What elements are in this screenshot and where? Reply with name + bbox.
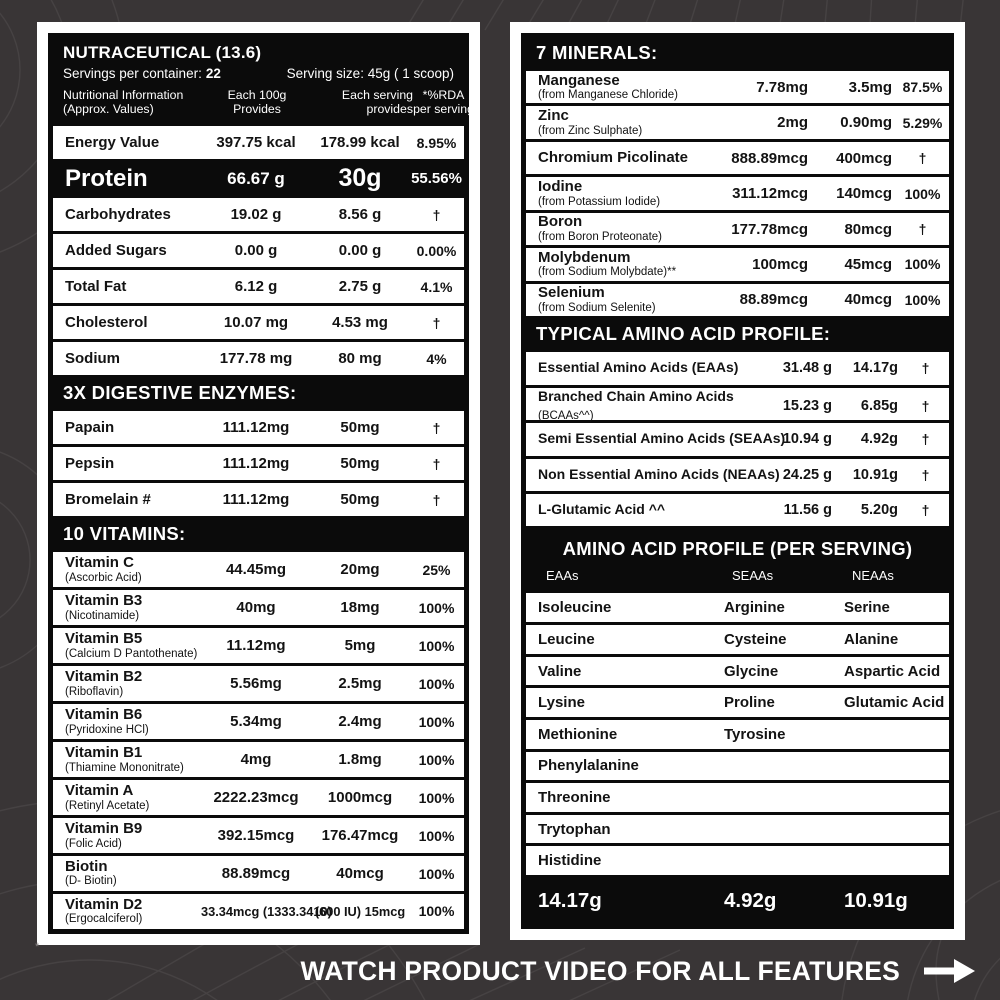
nutrient-name-main: Selenium (538, 284, 605, 302)
neaa-cell: Aspartic Acid (844, 662, 941, 680)
rda-value: 100% (418, 751, 455, 768)
table-row (526, 388, 949, 420)
per-100g-value: 4mg (240, 751, 272, 769)
col-header-nutritional-info: Nutritional Information (Approx. Values) (63, 88, 184, 117)
nutrient-name-main: Vitamin B1 (65, 744, 143, 762)
per-serving-value: 6.85g (860, 397, 898, 414)
per-100g-value: 15.23 g (782, 397, 832, 414)
per-serving-value: 40mcg (844, 291, 892, 309)
nutrient-name-sub: (from Boron Proteonate) (538, 230, 663, 243)
nutrient-name-main: Sodium (65, 349, 120, 367)
nutrient-name-main: Carbohydrates (65, 205, 171, 223)
per-100g-value: 10.94 g (782, 431, 832, 448)
per-100g-value: 392.15mcg (217, 827, 295, 845)
per-serving-value: 40mcg (336, 865, 384, 883)
nutrient-name-main: Pepsin (65, 454, 115, 472)
per-100g-value: 111.12mg (222, 491, 290, 509)
table-row (53, 126, 464, 159)
per-serving-value: 3.5mg (848, 78, 892, 96)
seaa-cell: Arginine (724, 599, 785, 617)
nutrient-name-main: Protein (65, 164, 148, 192)
per-100g-value: 33.34mcg (1333.3410) (201, 903, 332, 919)
nutrient-name-main: Added Sugars (65, 241, 167, 259)
watch-product-video-banner[interactable] (0, 942, 1000, 1000)
nutrient-name (53, 166, 201, 192)
rda-value: † (918, 150, 927, 167)
table-row (53, 818, 464, 853)
rda-value: † (432, 419, 441, 436)
serving-info-line (63, 66, 454, 81)
rda-value: 100% (418, 789, 455, 806)
nutrient-name-main: Vitamin D2 (65, 895, 143, 913)
table-row (53, 742, 464, 777)
nutrient-name-main: Manganese (538, 71, 620, 89)
amino-group-name (526, 465, 780, 484)
per-100g-value: 2mg (777, 114, 808, 132)
amino-group-name-main: Branched Chain Amino Acids (538, 387, 734, 404)
section-header-amino-profile: TYPICAL AMINO ACID PROFILE: (526, 319, 949, 349)
nutrient-name (53, 279, 201, 296)
per-100g-value: 44.45mg (225, 561, 287, 579)
nutrient-name-sub: (from Sodium Selenite) (538, 301, 656, 314)
nutrient-name (53, 707, 201, 736)
nutrient-name (53, 897, 201, 926)
nutrient-name (53, 315, 201, 332)
nutrient-name-main: Vitamin B9 (65, 820, 143, 838)
per-serving-value: 2.75 g (338, 278, 382, 296)
amino-group-name-main: Semi Essential Amino Acids (SEAAs) (538, 430, 786, 447)
amino-group-name-abbrev: (BCAAs^^) (538, 409, 594, 422)
per-serving-value: 0.00 g (338, 242, 382, 260)
amino-per-serving-title: AMINO ACID PROFILE (PER SERVING) (562, 538, 913, 560)
nutrient-name-main: Vitamin B5 (65, 630, 143, 648)
nutrition-panel-header (53, 38, 474, 123)
nutrient-name-sub: (Riboflavin) (65, 685, 124, 698)
table-row (53, 666, 464, 701)
per-100g-value: 66.67 g (227, 168, 285, 188)
rda-value: 100% (418, 903, 455, 920)
table-row (526, 106, 949, 138)
per-serving-value: 50mg (340, 419, 380, 437)
table-row (526, 783, 949, 812)
nutrient-name-main: Biotin (65, 857, 108, 875)
per-100g-value: 2222.23mcg (213, 789, 299, 807)
per-100g-value: 40mg (236, 599, 276, 617)
nutrient-name (526, 250, 710, 279)
rda-value: 5.29% (902, 114, 943, 131)
rda-value: 4% (426, 350, 447, 367)
nutrient-name-main: Vitamin A (65, 782, 134, 800)
per-serving-value: 2.4mg (338, 713, 382, 731)
amino-group-name-main: L-Glutamic Acid ^^ (538, 501, 666, 518)
amino-group-name-main: Essential Amino Acids (EAAs) (538, 359, 739, 376)
nutrient-name (53, 783, 201, 812)
per-100g-value: 88.89mcg (221, 865, 291, 883)
eaa-cell: Leucine (538, 630, 595, 648)
table-row (526, 846, 949, 875)
minerals-amino-panel (510, 22, 965, 940)
per-serving-value: 4.92g (860, 431, 898, 448)
amino-per-serving-header (526, 529, 949, 590)
nutrient-name (53, 555, 201, 584)
nutrient-name (526, 73, 710, 102)
table-row (526, 213, 949, 245)
per-serving-value: 5.20g (860, 502, 898, 519)
nutrient-name-sub: (D- Biotin) (65, 875, 117, 888)
table-row (53, 780, 464, 815)
table-row (53, 234, 464, 267)
per-100g-value: 111.12mg (222, 419, 290, 437)
nutrient-name-main: Iodine (538, 178, 583, 196)
nutrient-name-main: Vitamin B2 (65, 668, 143, 686)
nutrient-name-main: Energy Value (65, 133, 160, 151)
nutrient-name-sub: (Thiamine Mononitrate) (65, 761, 184, 774)
rda-value: † (432, 206, 441, 223)
servings-per-container: Servings per container: 22 (63, 66, 221, 81)
per-100g-value: 111.12mg (222, 455, 290, 473)
nutrient-name (53, 420, 201, 437)
per-serving-value: 178.99 kcal (320, 134, 400, 152)
nutrient-name-sub: (from Potassium Iodide) (538, 195, 661, 208)
nutrient-name-main: Papain (65, 418, 115, 436)
table-row (53, 894, 464, 929)
table-row (526, 423, 949, 455)
eaa-cell: Methionine (538, 725, 618, 743)
per-100g-value: 5.56mg (230, 675, 282, 693)
per-serving-value: 14.17g (852, 360, 898, 377)
table-row (53, 306, 464, 339)
table-row (526, 625, 949, 654)
banner-text: WATCH PRODUCT VIDEO FOR ALL FEATURES (300, 955, 900, 986)
table-row (526, 752, 949, 781)
minerals-amino-table (521, 33, 954, 929)
table-row (526, 71, 949, 103)
nutrient-name-sub: (from Zinc Sulphate) (538, 124, 643, 137)
per-serving-value: 400mcg (836, 149, 892, 167)
rda-value: † (918, 221, 927, 238)
seaas-total: 4.92g (724, 889, 777, 913)
nutrient-name (53, 669, 201, 698)
neaas-total: 10.91g (844, 889, 908, 913)
eaa-cell: Isoleucine (538, 599, 612, 617)
nutrient-name-sub: (Calcium D Pantothenate) (65, 647, 198, 660)
per-100g-value: 5.34mg (230, 713, 282, 731)
per-serving-value: 18mg (340, 599, 380, 617)
nutrient-name-sub: (Ergocalciferol) (65, 913, 143, 926)
per-serving-value: 176.47mcg (321, 827, 399, 845)
nutrient-name (53, 821, 201, 850)
eaa-cell: Lysine (538, 694, 585, 712)
nutrient-name (53, 207, 201, 224)
table-row (526, 688, 949, 717)
per-serving-value: 8.56 g (338, 206, 382, 224)
eaa-cell: Valine (538, 662, 582, 680)
col-label-neaas: NEAAs (852, 568, 894, 584)
column-headers (63, 88, 474, 117)
per-serving-value: 80 mg (338, 350, 382, 368)
seaa-cell: Glycine (724, 662, 779, 680)
per-serving-value: 20mg (340, 561, 380, 579)
per-serving-value: 50mg (340, 491, 380, 509)
nutrient-name (53, 631, 201, 660)
eaa-cell: Histidine (538, 852, 602, 870)
table-row (53, 552, 464, 587)
col-header-each-100g: Each 100g Provides (227, 88, 287, 117)
table-row (53, 411, 464, 444)
per-serving-value: 2.5mg (338, 675, 382, 693)
table-row (53, 628, 464, 663)
rda-value: 25% (422, 561, 451, 578)
per-100g-value: 177.78 mg (219, 350, 293, 368)
rda-value: † (432, 314, 441, 331)
eaas-total: 14.17g (538, 889, 602, 913)
neaa-cell: Alanine (844, 630, 899, 648)
per-100g-value: 19.02 g (230, 206, 282, 224)
per-100g-value: 31.48 g (782, 360, 832, 377)
nutrition-table (48, 33, 474, 934)
per-100g-value: 7.78mg (756, 78, 808, 96)
table-row (526, 657, 949, 686)
table-row (526, 593, 949, 622)
nutrient-name (53, 859, 201, 888)
table-row (53, 162, 464, 195)
eaa-cell: Threonine (538, 789, 611, 806)
col-header-rda: *%RDA per serving (413, 88, 474, 117)
table-row (526, 459, 949, 491)
nutrient-name-main: Total Fat (65, 277, 127, 295)
per-serving-value: 30g (338, 164, 382, 193)
nutrient-name (53, 135, 201, 152)
table-row (53, 704, 464, 739)
nutrient-name-sub: (from Sodium Molybdate)** (538, 266, 677, 279)
table-row (526, 352, 949, 384)
nutrient-name (53, 593, 201, 622)
per-serving-value: 140mcg (836, 185, 892, 203)
serving-size: Serving size: 45g ( 1 scoop) (286, 66, 454, 81)
nutrient-name-main: Bromelain # (65, 490, 151, 508)
neaa-cell: Glutamic Acid (844, 694, 945, 712)
rda-value: 100% (418, 865, 455, 882)
per-serving-value: 50mg (340, 455, 380, 473)
table-row (53, 342, 464, 375)
col-label-seaas: SEAAs (732, 568, 774, 584)
amino-group-name (526, 359, 760, 377)
nutrient-name-main: Vitamin C (65, 554, 134, 572)
rda-value: † (432, 455, 441, 472)
neaa-cell: Serine (844, 599, 890, 617)
rda-value: † (921, 360, 930, 377)
nutrient-name-sub: (from Manganese Chloride) (538, 89, 678, 102)
amino-column-labels (534, 568, 941, 583)
nutrient-name-main: Molybdenum (538, 248, 631, 266)
per-serving-value: 1000mcg (327, 789, 393, 807)
per-100g-value: 100mcg (752, 255, 808, 273)
rda-value: 100% (418, 713, 455, 730)
per-100g-value: 88.89mcg (739, 291, 808, 309)
per-100g-value: 311.12mcg (732, 185, 808, 203)
rda-value: 87.5% (902, 79, 943, 96)
per-100g-value: 397.75 kcal (216, 134, 296, 152)
table-row (526, 720, 949, 749)
nutrient-name (526, 285, 710, 314)
seaa-cell: Proline (724, 694, 775, 712)
nutrient-name-main: Vitamin B3 (65, 592, 143, 610)
panel-title: NUTRACEUTICAL (13.6) (63, 43, 262, 62)
rda-value: 8.95% (416, 134, 457, 151)
nutrition-facts-panel (37, 22, 480, 945)
section-header-vitamins: 10 VITAMINS: (53, 519, 464, 549)
nutrient-name-main: Zinc (538, 107, 569, 125)
amino-totals-row (526, 878, 949, 924)
amino-group-name (526, 388, 760, 424)
seaa-cell: Cysteine (724, 630, 787, 648)
rda-value: 100% (418, 599, 455, 616)
nutrient-name-sub: (Ascorbic Acid) (65, 571, 142, 584)
table-row (53, 590, 464, 625)
footnote-asterisk: * (35, 941, 40, 953)
nutrient-name (53, 243, 201, 260)
per-100g-value: 0.00 g (234, 242, 278, 260)
nutrient-name (53, 745, 201, 774)
nutrient-name-sub: (Retinyl Acetate) (65, 799, 150, 812)
seaa-cell: Tyrosine (724, 725, 786, 743)
nutrient-name (526, 179, 710, 208)
table-row (526, 142, 949, 174)
per-100g-value: 177.78mcg (731, 220, 808, 238)
per-serving-value: (600 IU) 15mcg (314, 903, 406, 919)
per-100g-value: 6.12 g (234, 278, 278, 296)
rda-value: † (921, 397, 930, 414)
nutrient-name-sub: (Pyridoxine HCl) (65, 723, 149, 736)
col-label-eaas: EAAs (546, 568, 579, 584)
table-row (53, 270, 464, 303)
rda-value: 4.1% (420, 278, 453, 295)
eaa-cell: Phenylalanine (538, 757, 639, 775)
table-row (53, 856, 464, 891)
table-row (53, 483, 464, 516)
per-100g-value: 24.25 g (782, 466, 832, 483)
arrow-right-icon (922, 958, 976, 984)
section-header-minerals: 7 MINERALS: (526, 38, 949, 68)
col-header-each-serving: Each serving provides (341, 88, 413, 117)
nutrient-name (526, 150, 710, 167)
rda-value: 55.56% (411, 170, 462, 188)
table-row (526, 815, 949, 844)
rda-value: 100% (904, 185, 941, 202)
per-serving-value: 4.53 mg (332, 314, 388, 332)
nutrient-name (53, 492, 201, 509)
rda-value: 100% (418, 675, 455, 692)
rda-value: † (921, 431, 930, 448)
per-100g-value: 11.12mg (226, 637, 286, 655)
section-header-digestive-enzymes: 3X DIGESTIVE ENZYMES: (53, 378, 464, 408)
nutrient-name (526, 108, 710, 137)
rda-value: † (921, 502, 930, 519)
per-100g-value: 10.07 mg (223, 314, 289, 332)
nutrient-name-main: Vitamin B6 (65, 706, 143, 724)
per-100g-value: 11.56 g (783, 502, 832, 519)
nutrient-name (526, 214, 710, 243)
nutrient-name-main: Chromium Picolinate (538, 148, 689, 166)
rda-value: 100% (904, 291, 941, 308)
table-row (53, 198, 464, 231)
table-row (526, 494, 949, 526)
amino-group-name-main: Non Essential Amino Acids (NEAAs) (538, 465, 780, 482)
table-row (526, 284, 949, 316)
per-serving-value: 5mg (344, 637, 376, 655)
per-100g-value: 888.89mcg (731, 149, 808, 167)
nutrient-name-sub: (Nicotinamide) (65, 609, 140, 622)
per-serving-value: 0.90mg (840, 114, 892, 132)
amino-group-name (526, 430, 786, 448)
amino-group-name (526, 501, 760, 519)
table-row (526, 177, 949, 209)
per-serving-value: 1.8mg (338, 751, 382, 769)
rda-value: 0.00% (416, 242, 457, 259)
nutrient-name-sub: (Folic Acid) (65, 837, 122, 850)
rda-value: † (921, 466, 930, 483)
nutrient-name-main: Cholesterol (65, 313, 148, 331)
table-row (526, 248, 949, 280)
per-serving-value: 45mcg (844, 255, 892, 273)
rda-value: † (432, 491, 441, 508)
eaa-cell: Trytophan (538, 820, 611, 838)
nutrient-name (53, 351, 201, 368)
nutrient-name-main: Boron (538, 213, 583, 231)
per-serving-value: 10.91g (852, 466, 898, 483)
nutrient-name (53, 456, 201, 473)
table-row (53, 447, 464, 480)
rda-value: 100% (418, 637, 455, 654)
per-serving-value: 80mcg (844, 220, 892, 238)
rda-value: 100% (418, 827, 455, 844)
rda-value: 100% (904, 256, 941, 273)
